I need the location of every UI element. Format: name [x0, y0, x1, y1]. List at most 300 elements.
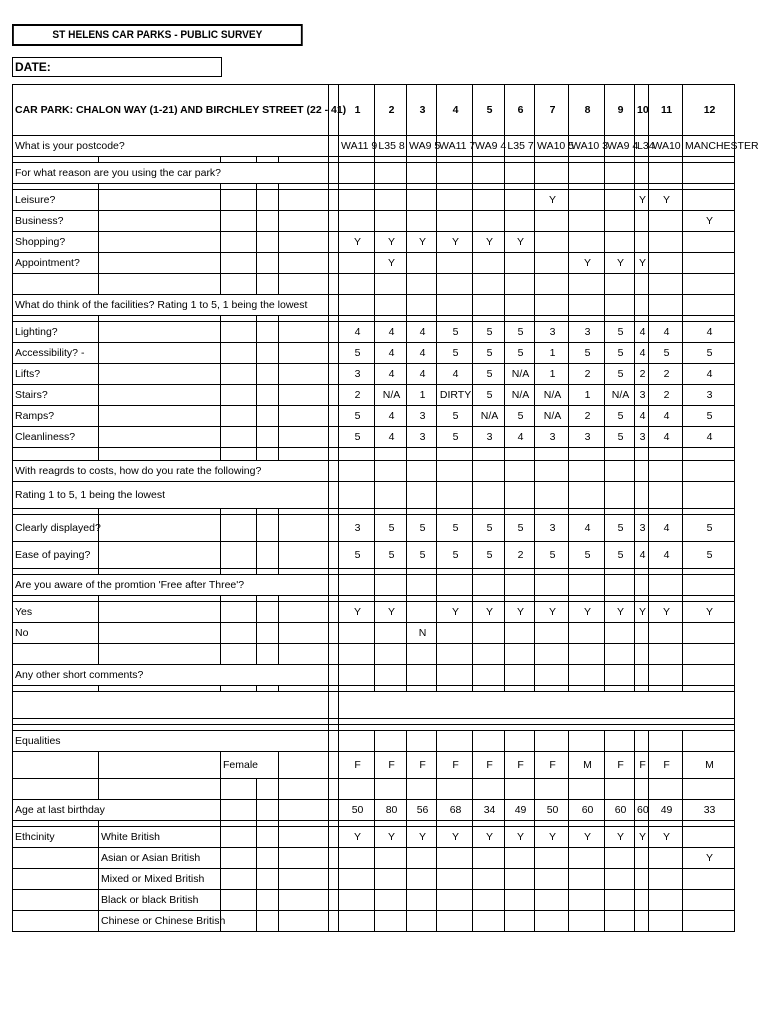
value-cell: 2	[505, 542, 535, 569]
empty-cell	[257, 623, 279, 644]
value-cell	[437, 890, 473, 911]
value-cell: Y	[339, 827, 375, 848]
value-cell	[505, 190, 535, 211]
value-cell: WA11 9	[339, 136, 375, 157]
value-cell	[505, 448, 535, 461]
value-cell	[649, 665, 683, 686]
facilities-question: What do think of the facilities? Rating 1 to 5, 1 being the lowest	[13, 295, 329, 316]
value-cell	[473, 911, 505, 932]
empty-cell	[221, 343, 257, 364]
value-cell	[649, 211, 683, 232]
value-cell	[683, 869, 735, 890]
value-cell: N/A	[605, 385, 635, 406]
value-cell	[437, 869, 473, 890]
value-cell: 5	[437, 406, 473, 427]
empty-cell	[257, 890, 279, 911]
empty-cell	[99, 343, 221, 364]
value-cell: 5	[339, 427, 375, 448]
value-cell	[375, 448, 407, 461]
value-cell: Y	[649, 190, 683, 211]
value-cell: 5	[605, 322, 635, 343]
divider-cell	[329, 253, 339, 274]
reason-label: Leisure?	[13, 190, 99, 211]
value-cell	[505, 211, 535, 232]
value-cell	[569, 665, 605, 686]
value-cell	[649, 163, 683, 184]
value-cell	[339, 644, 375, 665]
value-cell	[605, 869, 635, 890]
empty-cell	[99, 542, 221, 569]
value-cell: 3	[339, 364, 375, 385]
survey-title: ST HELENS CAR PARKS - PUBLIC SURVEY	[12, 24, 303, 46]
value-cell: F	[339, 752, 375, 779]
value-cell	[505, 575, 535, 596]
value-cell	[605, 848, 635, 869]
value-cell	[535, 232, 569, 253]
value-cell	[339, 911, 375, 932]
empty-cell	[257, 515, 279, 542]
value-cell: 4	[375, 343, 407, 364]
value-cell	[375, 461, 407, 482]
value-cell	[569, 274, 605, 295]
empty-cell	[221, 232, 257, 253]
value-cell: 5	[605, 364, 635, 385]
value-cell: 3	[635, 427, 649, 448]
value-cell	[375, 665, 407, 686]
facility-row	[13, 406, 735, 427]
ethnicity-option: Chinese or Chinese British	[99, 911, 221, 932]
value-cell: WA10 5	[535, 136, 569, 157]
value-cell	[569, 461, 605, 482]
divider-cell	[329, 232, 339, 253]
empty-cell	[257, 448, 279, 461]
reason-label: Business?	[13, 211, 99, 232]
empty-cell	[221, 911, 257, 932]
value-cell	[437, 253, 473, 274]
value-cell	[339, 482, 375, 509]
value-cell: 1	[407, 385, 437, 406]
divider-cell	[329, 848, 339, 869]
value-cell: 60	[569, 800, 605, 821]
empty-cell	[99, 752, 221, 779]
value-cell: 5	[683, 515, 735, 542]
ethnicity-option: Asian or Asian British	[99, 848, 221, 869]
value-cell	[339, 190, 375, 211]
value-cell	[473, 575, 505, 596]
value-cell	[535, 211, 569, 232]
value-cell	[535, 253, 569, 274]
empty-cell	[99, 274, 221, 295]
empty-cell	[257, 211, 279, 232]
value-cell: F	[375, 752, 407, 779]
value-cell: 5	[473, 85, 505, 136]
empty-cell	[221, 385, 257, 406]
ethnicity-row	[13, 848, 735, 869]
empty-cell	[279, 800, 329, 821]
ethnicity-row	[13, 890, 735, 911]
value-cell: Y	[375, 253, 407, 274]
value-cell	[437, 731, 473, 752]
value-cell	[473, 190, 505, 211]
value-cell	[473, 253, 505, 274]
value-cell: 5	[605, 515, 635, 542]
value-cell	[683, 482, 735, 509]
empty-cell	[257, 779, 279, 800]
value-cell: 3	[473, 427, 505, 448]
empty-cell	[279, 515, 329, 542]
value-cell	[437, 665, 473, 686]
equalities-heading: Equalities	[13, 731, 329, 752]
value-cell	[683, 911, 735, 932]
value-cell	[505, 461, 535, 482]
value-cell	[635, 848, 649, 869]
empty-cell	[257, 542, 279, 569]
empty-cell	[99, 779, 221, 800]
value-cell: 1	[569, 385, 605, 406]
value-cell: WA10 3	[569, 136, 605, 157]
value-cell	[339, 211, 375, 232]
value-cell	[473, 869, 505, 890]
value-cell: 5	[683, 343, 735, 364]
value-cell: 3	[569, 427, 605, 448]
promotion-row	[13, 623, 735, 644]
value-cell: 5	[505, 322, 535, 343]
value-cell: F	[437, 752, 473, 779]
value-cell	[407, 461, 437, 482]
value-cell: 49	[649, 800, 683, 821]
value-cell	[437, 575, 473, 596]
value-cell	[473, 461, 505, 482]
divider-cell	[329, 890, 339, 911]
empty-cell	[99, 385, 221, 406]
value-cell	[375, 869, 407, 890]
value-cell: 4	[375, 406, 407, 427]
value-cell	[569, 779, 605, 800]
value-cell: 4	[569, 515, 605, 542]
costs-question-row	[13, 461, 735, 482]
empty-cell	[221, 827, 257, 848]
age-label: Age at last birthday	[13, 800, 221, 821]
comments-box	[13, 692, 329, 719]
value-cell	[437, 211, 473, 232]
empty-cell	[99, 322, 221, 343]
value-cell	[505, 163, 535, 184]
value-cell: Y	[635, 190, 649, 211]
empty-cell	[99, 364, 221, 385]
value-cell	[407, 482, 437, 509]
value-cell	[683, 190, 735, 211]
value-cell: DIRTY	[437, 385, 473, 406]
divider-cell	[329, 163, 339, 184]
empty-cell	[13, 274, 99, 295]
value-cell	[437, 644, 473, 665]
divider-cell	[329, 406, 339, 427]
value-cell	[683, 644, 735, 665]
reason-row	[13, 253, 735, 274]
value-cell	[605, 623, 635, 644]
empty-cell	[279, 827, 329, 848]
empty-cell	[279, 427, 329, 448]
value-cell	[407, 448, 437, 461]
value-cell	[605, 779, 635, 800]
value-cell	[505, 482, 535, 509]
value-cell: Y	[505, 827, 535, 848]
value-cell	[635, 295, 649, 316]
value-cell	[635, 869, 649, 890]
empty-cell	[13, 890, 99, 911]
empty-cell	[99, 253, 221, 274]
value-cell	[569, 163, 605, 184]
value-cell	[683, 253, 735, 274]
value-cell	[437, 190, 473, 211]
value-cell	[535, 461, 569, 482]
value-cell	[649, 848, 683, 869]
value-cell	[375, 482, 407, 509]
value-cell: N/A	[535, 406, 569, 427]
value-cell: 5	[473, 542, 505, 569]
value-cell: Y	[569, 253, 605, 274]
value-cell: 3	[339, 515, 375, 542]
value-cell: Y	[437, 827, 473, 848]
value-cell: 3	[635, 515, 649, 542]
value-cell	[375, 911, 407, 932]
value-cell: Y	[473, 232, 505, 253]
value-cell	[407, 211, 437, 232]
value-cell: M	[569, 752, 605, 779]
value-cell: Y	[649, 827, 683, 848]
value-cell	[407, 848, 437, 869]
value-cell: 2	[649, 364, 683, 385]
value-cell	[407, 163, 437, 184]
value-cell: Y	[569, 602, 605, 623]
value-cell	[407, 274, 437, 295]
value-cell: 1	[339, 85, 375, 136]
value-cell	[339, 461, 375, 482]
divider-cell	[329, 295, 339, 316]
reason-row	[13, 232, 735, 253]
value-cell: N/A	[535, 385, 569, 406]
cost-label: Ease of paying?	[13, 542, 99, 569]
value-cell: 5	[437, 542, 473, 569]
empty-cell	[279, 848, 329, 869]
empty-cell	[221, 779, 257, 800]
value-cell	[407, 602, 437, 623]
value-cell: 5	[339, 406, 375, 427]
comments-area-row	[13, 692, 735, 719]
value-cell: 5	[437, 343, 473, 364]
ethnicity-option: Black or black British	[99, 890, 221, 911]
value-cell: Y	[407, 232, 437, 253]
cost-label: Clearly displayed?	[13, 515, 99, 542]
value-cell	[605, 274, 635, 295]
value-cell: 4	[649, 427, 683, 448]
facility-label: Lighting?	[13, 322, 99, 343]
ethnicity-option: White British	[99, 827, 221, 848]
value-cell: 5	[605, 343, 635, 364]
value-cell	[635, 211, 649, 232]
empty-cell	[99, 211, 221, 232]
reason-row	[13, 211, 735, 232]
value-cell: 5	[375, 515, 407, 542]
value-cell: WA10	[649, 136, 683, 157]
ethnicity-row	[13, 827, 735, 848]
value-cell	[683, 665, 735, 686]
empty-cell	[99, 448, 221, 461]
value-cell	[375, 779, 407, 800]
value-cell	[375, 163, 407, 184]
value-cell: 3	[635, 385, 649, 406]
value-cell: Y	[505, 232, 535, 253]
value-cell	[437, 911, 473, 932]
value-cell	[635, 461, 649, 482]
empty-cell	[221, 253, 257, 274]
value-cell: 3	[407, 85, 437, 136]
empty-cell	[221, 406, 257, 427]
value-cell	[473, 274, 505, 295]
empty-cell	[257, 232, 279, 253]
value-cell	[375, 623, 407, 644]
value-cell: WA9 5	[407, 136, 437, 157]
value-cell	[339, 253, 375, 274]
value-cell	[605, 665, 635, 686]
divider-cell	[329, 364, 339, 385]
value-cell	[407, 190, 437, 211]
value-cell: 5	[473, 364, 505, 385]
value-cell: 4	[649, 542, 683, 569]
ethnicity-row	[13, 911, 735, 932]
value-cell	[339, 779, 375, 800]
value-cell	[473, 890, 505, 911]
value-cell: Y	[437, 602, 473, 623]
value-cell: F	[635, 752, 649, 779]
value-cell: 3	[407, 406, 437, 427]
value-cell: M	[683, 752, 735, 779]
empty-cell	[257, 869, 279, 890]
value-cell: Y	[605, 602, 635, 623]
empty-cell	[257, 800, 279, 821]
value-cell: 1	[535, 364, 569, 385]
gender-row	[13, 752, 735, 779]
value-cell: N/A	[505, 364, 535, 385]
promotion-row	[13, 602, 735, 623]
value-cell	[683, 890, 735, 911]
value-cell: 4	[649, 406, 683, 427]
value-cell	[473, 731, 505, 752]
value-cell: 80	[375, 800, 407, 821]
costs-question: With reagrds to costs, how do you rate the following?	[13, 461, 329, 482]
age-row	[13, 800, 735, 821]
value-cell: 7	[535, 85, 569, 136]
reason-question: For what reason are you using the car park?	[13, 163, 329, 184]
facility-label: Ramps?	[13, 406, 99, 427]
empty-cell	[257, 190, 279, 211]
value-cell: 56	[407, 800, 437, 821]
value-cell: 5	[605, 406, 635, 427]
value-cell: Y	[683, 602, 735, 623]
value-cell: 4	[683, 364, 735, 385]
value-cell	[535, 779, 569, 800]
value-cell	[635, 623, 649, 644]
value-cell	[649, 731, 683, 752]
value-cell	[535, 890, 569, 911]
value-cell	[473, 448, 505, 461]
value-cell	[649, 461, 683, 482]
facility-row	[13, 427, 735, 448]
value-cell: 5	[505, 515, 535, 542]
value-cell: 3	[535, 515, 569, 542]
value-cell	[649, 448, 683, 461]
value-cell	[375, 731, 407, 752]
value-cell	[339, 665, 375, 686]
car-park-heading: CAR PARK: CHALON WAY (1-21) AND BIRCHLEY STREET (22 - 41)	[13, 85, 329, 136]
value-cell	[339, 274, 375, 295]
value-cell	[505, 665, 535, 686]
value-cell	[683, 274, 735, 295]
value-cell: Y	[339, 232, 375, 253]
value-cell: 4	[375, 427, 407, 448]
value-cell	[339, 890, 375, 911]
empty-cell	[221, 274, 257, 295]
survey-table	[12, 84, 759, 932]
value-cell	[605, 190, 635, 211]
value-cell: F	[473, 752, 505, 779]
value-cell: 2	[569, 364, 605, 385]
value-cell	[649, 253, 683, 274]
value-cell	[683, 827, 735, 848]
value-cell: N/A	[375, 385, 407, 406]
value-cell: Y	[473, 827, 505, 848]
reason-label: Appointment?	[13, 253, 99, 274]
value-cell: 4	[649, 515, 683, 542]
postcode-question: What is your postcode?	[13, 136, 329, 157]
empty-cell	[99, 644, 221, 665]
value-cell: 5	[339, 343, 375, 364]
empty-cell	[221, 644, 257, 665]
value-cell	[649, 623, 683, 644]
value-cell	[649, 295, 683, 316]
value-cell: Y	[535, 602, 569, 623]
value-cell	[569, 482, 605, 509]
value-cell: 8	[569, 85, 605, 136]
value-cell	[635, 232, 649, 253]
value-cell: Y	[635, 827, 649, 848]
value-cell	[473, 665, 505, 686]
value-cell	[437, 274, 473, 295]
empty-cell	[279, 364, 329, 385]
value-cell: WA11 7	[437, 136, 473, 157]
value-cell: 2	[569, 406, 605, 427]
divider-cell	[329, 602, 339, 623]
value-cell	[407, 295, 437, 316]
value-cell: N/A	[473, 406, 505, 427]
empty-cell	[257, 253, 279, 274]
value-cell	[407, 253, 437, 274]
value-cell	[649, 482, 683, 509]
value-cell	[605, 295, 635, 316]
value-cell: Y	[649, 602, 683, 623]
value-cell: Y	[569, 827, 605, 848]
value-cell: 5	[683, 542, 735, 569]
value-cell	[683, 163, 735, 184]
value-cell	[649, 869, 683, 890]
empty-cell	[257, 322, 279, 343]
value-cell: Y	[635, 253, 649, 274]
value-cell: 5	[473, 385, 505, 406]
divider-cell	[329, 322, 339, 343]
value-cell: L35 7	[505, 136, 535, 157]
value-cell	[605, 211, 635, 232]
promotion-question: Are you aware of the promtion 'Free after Three'?	[13, 575, 329, 596]
